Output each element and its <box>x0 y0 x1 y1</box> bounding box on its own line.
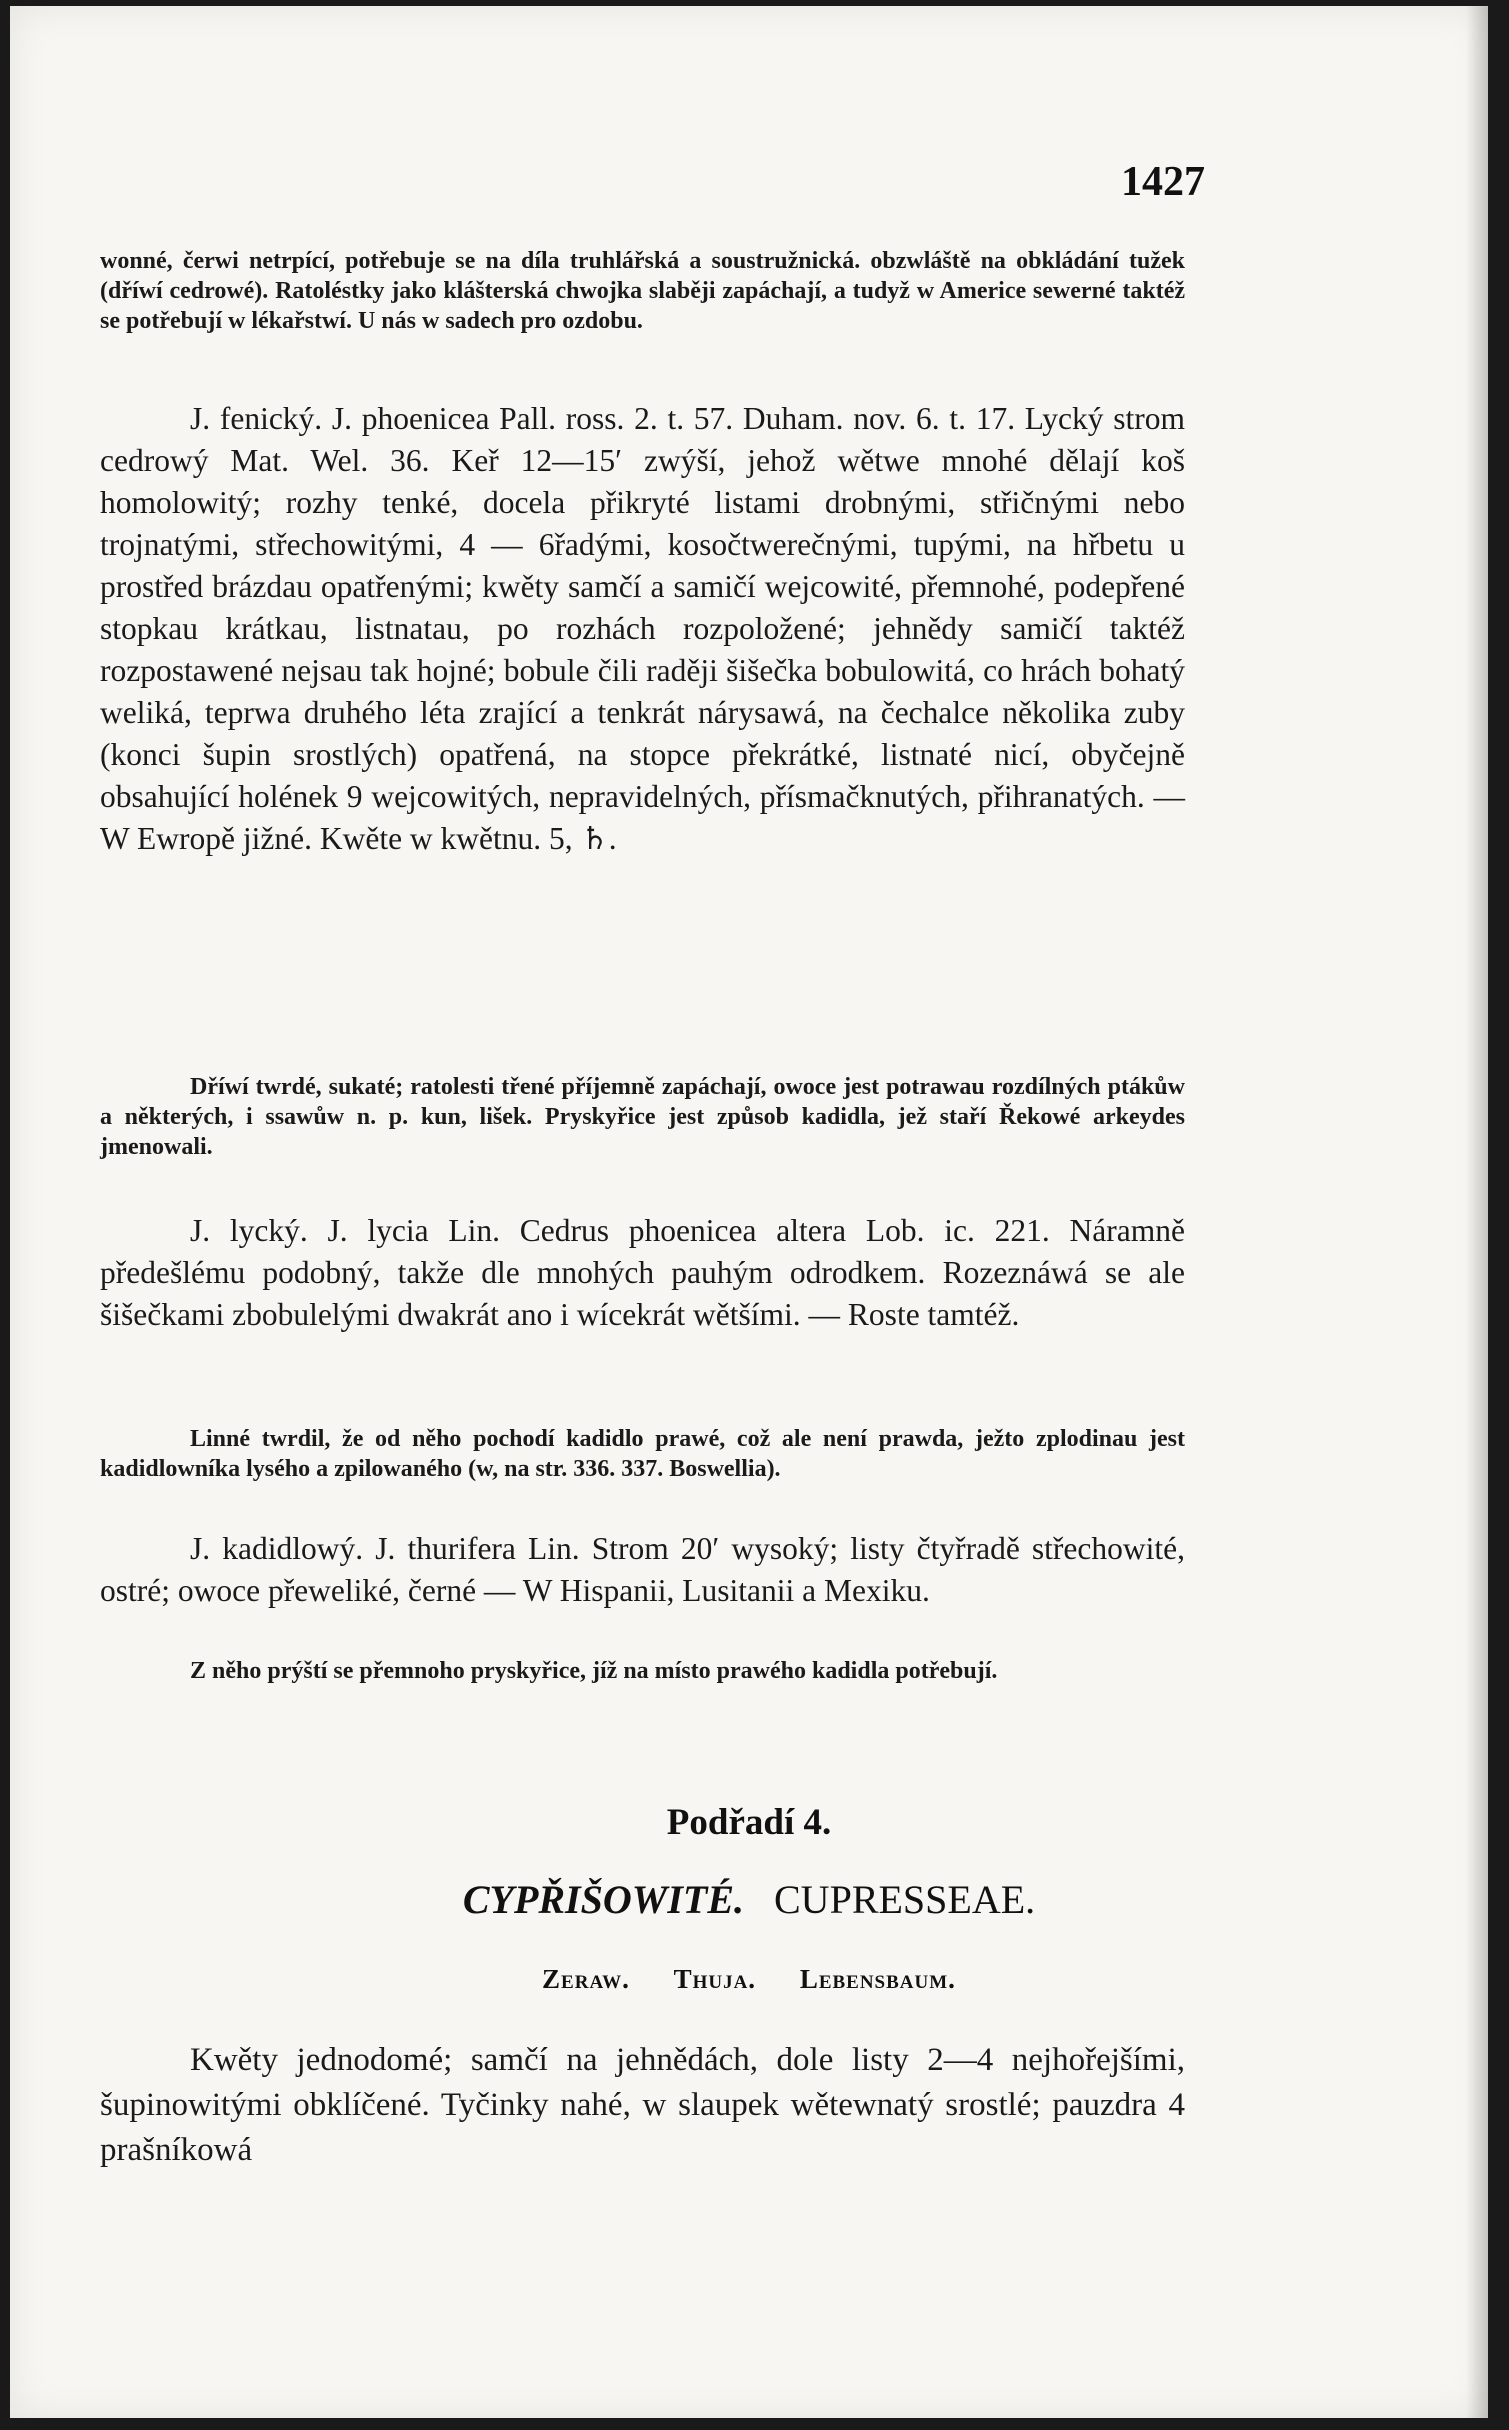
page-fold-shadow <box>1466 6 1488 2418</box>
species-lycia <box>100 1210 1185 1336</box>
genus-name-czech: Zeraw. <box>542 1964 630 1994</box>
species-phoenicea-text: J. fenický. J. phoenicea Pall. ross. 2. t. 57. Duham. nov. 6. t. 17. Lycký strom cedrowý Mat. Wel. 36. Keř 12—15′ zwýší, jehož wětwe mnohé dělají koš homolowitý; rozhy tenké, docela přikryté listami drobnými, střičnými nebo trojnatými, střechowitými, 4 — 6řadými, kosočtwerečnými, tupými, na hřbetu u prostřed brázdau opatřenými; kwěty samčí a samičí wejcowité, přemnohé, podepřené stopkau krátkau, listnatau, po rozhách rozpoložené; jehnědy samičí taktéž rozpostawené nejsau tak hojné; bobule čili raději šišečka bobulowitá, co hrách bohatý weliká, teprwa druhého léta zrající a tenkrát nárysawá, na čechalce několika zuby (konci šupin srostlých) opatřená, na stopce překrátké, listnaté nicí, obyčejně obsahující holének 9 wejcowitých, nepravidelných, přísmačknutých, přihranatých. — W Ewropě jižné. Kwěte w kwětnu. 5, ♄. <box>100 401 1185 856</box>
species-thurifera-text: J. kadidlowý. J. thurifera Lin. Strom 20′ wysoký; listy čtyřradě střechowité, ostré; owoce přeweliké, černé — W Hispanii, Lusitanii a Mexiku. <box>100 1531 1185 1608</box>
genus-description <box>100 2038 1185 2173</box>
note-phoenicea <box>100 1072 1185 1162</box>
note-phoenicea-text: Dříwí twrdé, sukaté; ratolesti třené příjemně zapáchají, owoce jest potrawau rozdílných ptákůw a některých, i ssawůw n. p. kun, lišek. Pryskyřice jest způsob kadidla, jež staří Řekowé arkeydes jmenowali. <box>100 1074 1185 1160</box>
genus-name-latin: Thuja. <box>673 1964 757 1994</box>
note-thurifera <box>100 1656 1185 1686</box>
genus-description-text: Kwěty jednodomé; samčí na jehnědách, dole listy 2—4 nejhořejšími, šupinowitými obklíčené. Tyčinky nahé, w slaupek wětewnatý srostlé; pauzdra 4 prašníkowá <box>100 2042 1185 2168</box>
family-heading <box>10 1876 1488 1923</box>
note-lycia-text: Linné twrdil, že od něho pochodí kadidlo prawé, což ale není prawda, ježto zplodinau jest kadidlowníka lysého a zpilowaného (w, na str. 336. 337. Boswellia). <box>100 1426 1185 1482</box>
genus-name-german: Lebensbaum. <box>799 1964 956 1994</box>
paragraph-wood-uses <box>100 246 1185 336</box>
note-thurifera-text: Z něho prýští se přemnoho pryskyřice, jíž na místo prawého kadidla potřebují. <box>190 1658 998 1684</box>
page-number: 1427 <box>1121 159 1205 205</box>
paragraph-wood-uses-text: wonné, čerwi netrpící, potřebuje se na díla truhlářská a soustružnická. obzwláště na obkládání tužek (dříwí cedrowé). Ratoléstky jako klášterská chwojka slaběji zapáchají, a tudyž w Americe sewerné taktéž se potřebují w lékařstwí. U nás w sadech pro ozdobu. <box>100 248 1185 334</box>
species-phoenicea <box>100 398 1185 860</box>
note-lycia <box>100 1424 1185 1484</box>
genus-heading <box>10 1964 1488 1995</box>
family-name-latin: CUPRESSEAE. <box>774 1877 1036 1922</box>
family-name-czech: CYPŘIŠOWITÉ. <box>462 1877 744 1922</box>
species-lycia-text: J. lycký. J. lycia Lin. Cedrus phoenicea altera Lob. ic. 221. Náramně předešlému podobný, takže dle mnohých pauhým odrodkem. Rozeznáwá se ale šišečkami zbobulelými dwakrát ano i wícekrát wětšími. — Roste tamtéž. <box>100 1213 1185 1332</box>
book-page <box>10 6 1488 2418</box>
section-order-heading: Podřadí 4. <box>666 1802 832 1843</box>
species-thurifera <box>100 1528 1185 1612</box>
